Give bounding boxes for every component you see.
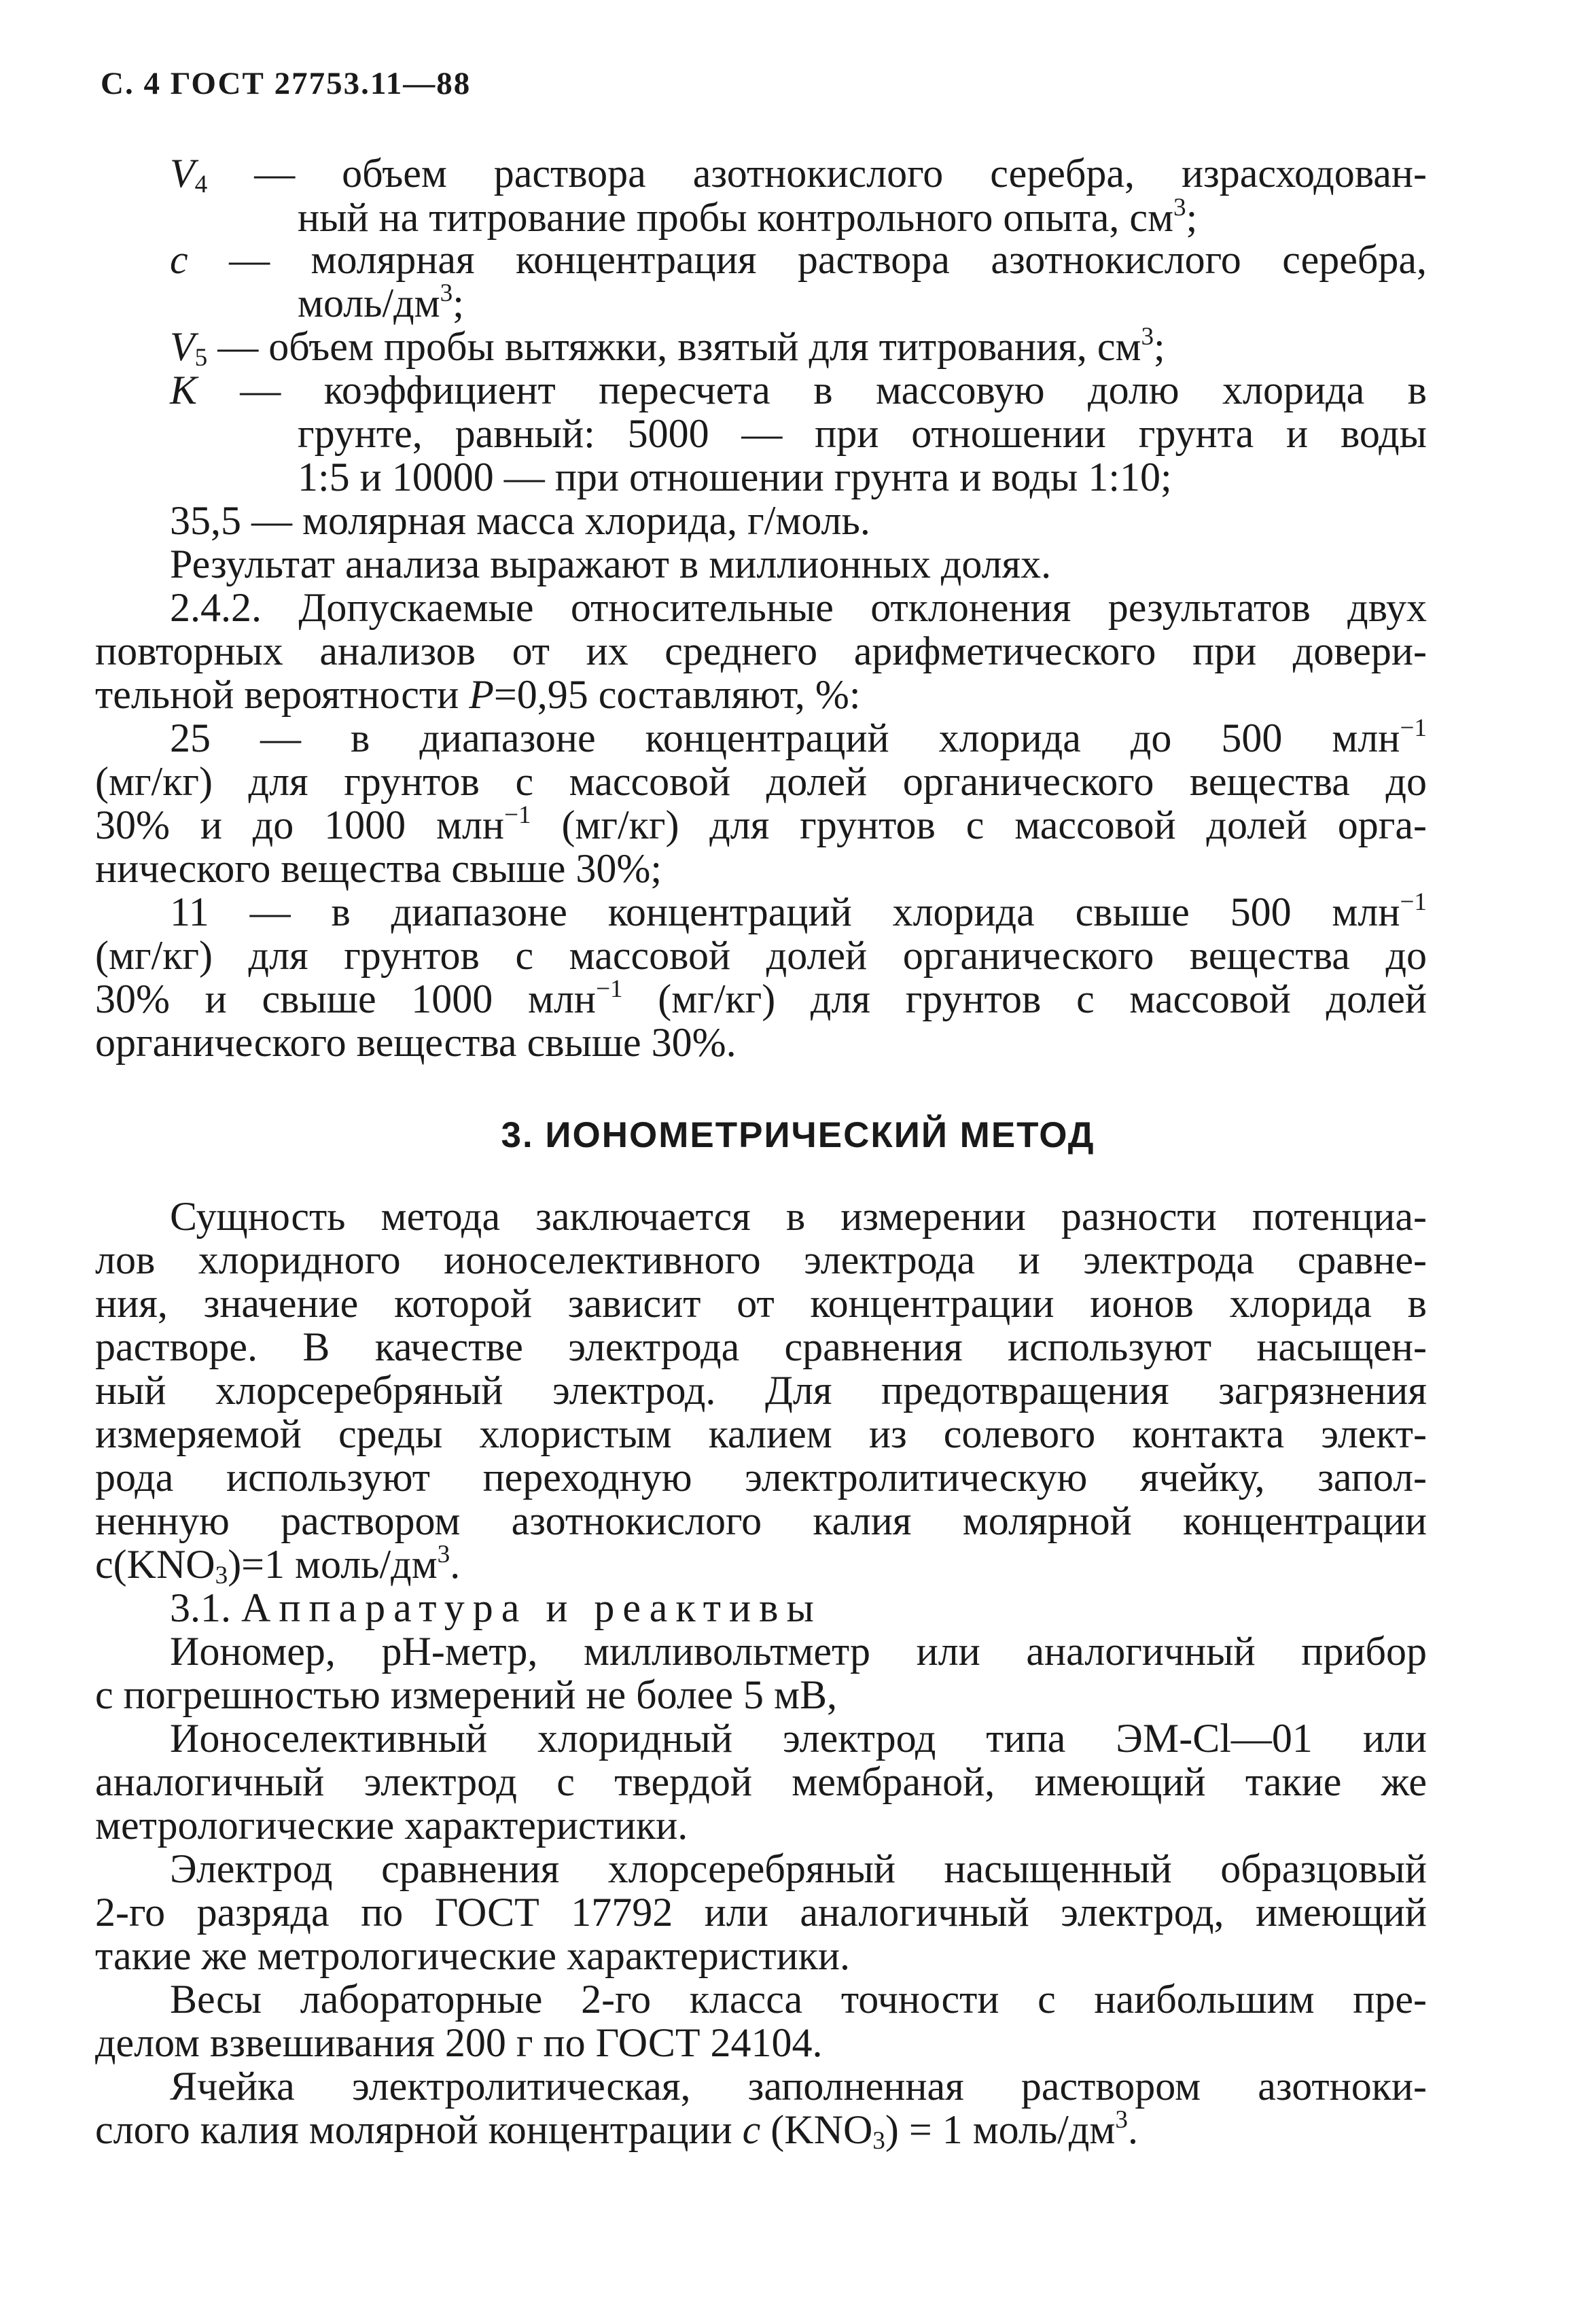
item-electrode-line-1: Ионоселективный хлоридный электрод типа ЭМ-Cl—01 или [170,1716,1427,1761]
item-scales-line-1: Весы лабораторные 2-го класса точности с наибольшим пре- [170,1977,1427,2022]
section-3-line-6: измеряемой среды хлористым калием из солевого контакта элект- [95,1411,1427,1456]
section-3-line-1: Сущность метода заключается в измерении разности потенциа- [170,1194,1427,1239]
item-ionometer-line-1: Иономер, pH-метр, милливольтметр или аналогичный прибор [170,1629,1427,1674]
def-k: К — коэффициент пересчета в массовую долю хлорида в [170,368,1427,412]
item-cell-line-1: Ячейка электролитическая, заполненная раствором азотноки- [170,2064,1427,2109]
item-reference-electrode-line-3: такие же метрологические характеристики. [95,1933,851,1978]
para-11-line-3: 30% и свыше 1000 млн$^{-1}$ (мг/кг) для грунтов с массовой долей [95,974,1427,1021]
section-3-line-2: лов хлоридного ионоселективного электрода и электрода сравне- [95,1237,1427,1282]
def-c-cont: моль/$дм^3$; [298,279,464,325]
section-3-heading: 3. ИОНОМЕТРИЧЕСКИЙ МЕТОД [501,1115,1095,1155]
para-25-line-4: нического вещества свыше 30%; [95,846,662,891]
para-11-line-2: (мг/кг) для грунтов с массовой долей органического вещества до [95,933,1427,978]
section-3-line-5: ный хлорсеребряный электрод. Для предотвращения загрязнения [95,1368,1427,1413]
item-ionometer-line-2: с погрешностью измерений не более 5 мВ, [95,1672,838,1717]
def-v5: $V_5$ — объем пробы вытяжки, взятый для титрования, $см^3$; [170,322,1165,372]
section-3-line-8: ненную раствором азотнокислого калия молярной концентрации [95,1498,1427,1543]
def-molar-mass: 35,5 — молярная масса хлорида, г/моль. [170,498,870,543]
def-k-cont-1: грунте, равный: 5000 — при отношении грунта и воды [298,411,1427,456]
item-cell-line-2: слого калия молярной концентрации с $(KNO_3) = 1$ моль/$дм^3$. [95,2105,1138,2156]
para-11-line-4: органического вещества свыше 30%. [95,1020,737,1065]
item-reference-electrode-line-1: Электрод сравнения хлорсеребряный насыщенный образцовый [170,1846,1427,1891]
para-242-line-3: тельной вероятности Р=0,95 составляют, %: [95,672,861,717]
item-electrode-line-2: аналогичный электрод с твердой мембраной, имеющий такие же [95,1759,1427,1804]
section-3-line-3: ния, значение которой зависит от концентрации ионов хлорида в [95,1281,1427,1326]
item-reference-electrode-line-2: 2-го разряда по ГОСТ 17792 или аналогичный электрод, имеющий [95,1890,1427,1935]
def-v4-cont: ный на титрование пробы контрольного опыта, $см^3$; [298,193,1198,240]
para-11-line-1: 11 — в диапазоне концентраций хлорида свыше 500 млн$^{-1}$ [170,887,1427,934]
item-electrode-line-3: метрологические характеристики. [95,1803,688,1848]
para-25-line-2: (мг/кг) для грунтов с массовой долей органического вещества до [95,759,1427,804]
section-3-line-7: рода используют переходную электролитическую ячейку, запол- [95,1455,1427,1500]
def-k-cont-2: 1:5 и 10000 — при отношении грунта и воды 1:10; [298,455,1172,499]
result-units: Результат анализа выражают в миллионных долях. [170,542,1052,586]
page-header: С. 4 ГОСТ 27753.11—88 [101,66,472,101]
para-242-line-1: 2.4.2. Допускаемые относительные отклонения результатов двух [170,585,1427,630]
def-v4: $V_4$ — объем раствора азотнокислого серебра, израсходован- [170,151,1427,199]
para-242-line-2: повторных анализов от их среднего арифметического при довери- [95,629,1427,673]
section-3-line-4: растворе. В качестве электрода сравнения используют насыщен- [95,1324,1427,1369]
subsection-3-1-heading: 3.1. Аппаратура и реактивы [170,1585,822,1630]
para-25-line-1: 25 — в диапазоне концентраций хлорида до 500 млн$^{-1}$ [170,714,1427,760]
para-25-line-3: 30% и до 1000 млн$^{-1}$ (мг/кг) для грунтов с массовой долей орга- [95,800,1427,847]
item-scales-line-2: делом взвешивания 200 г по ГОСТ 24104. [95,2020,823,2065]
def-c: с — молярная концентрация раствора азотнокислого серебра, [170,237,1427,282]
section-3-line-9: $с(KNO_3)=1$ моль/$дм^3$. [95,1540,461,1590]
